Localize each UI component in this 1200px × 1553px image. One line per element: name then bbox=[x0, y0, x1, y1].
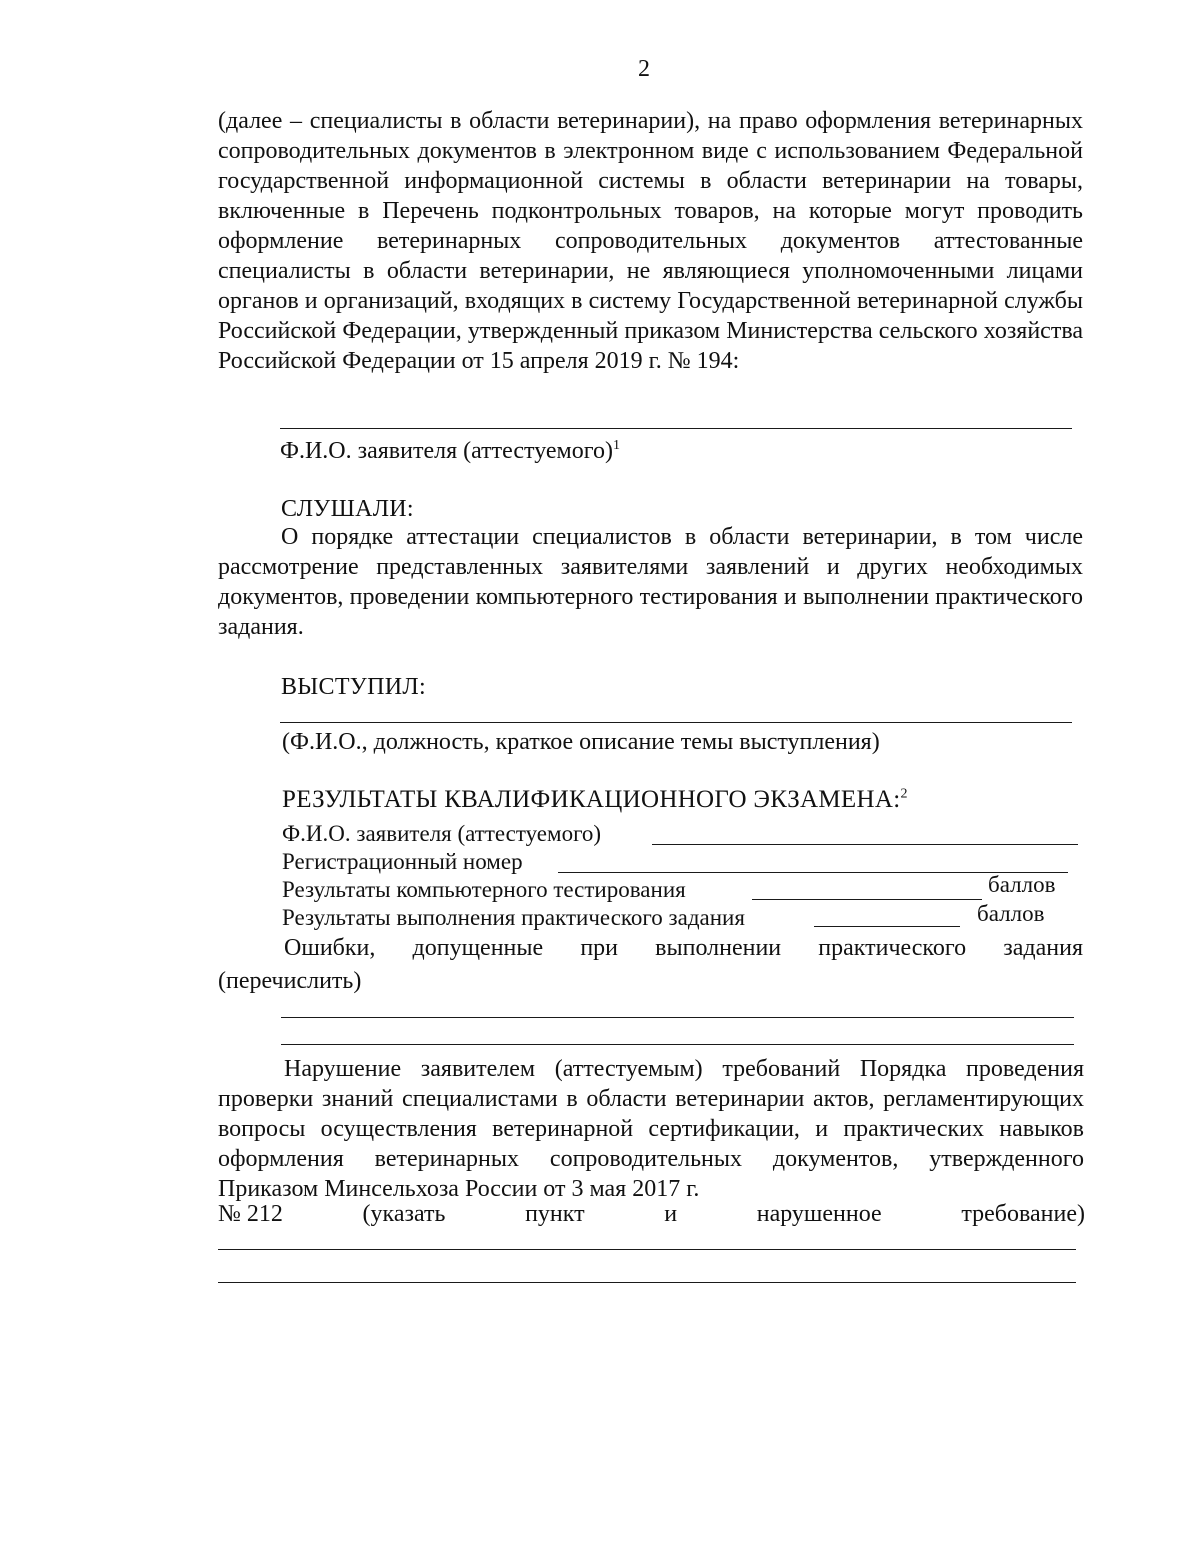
reg-number-label: Регистрационный номер bbox=[282, 849, 523, 874]
errors-word: выполнении bbox=[655, 935, 782, 961]
speaker-fill-line[interactable] bbox=[280, 722, 1072, 723]
errors-word: допущенные bbox=[412, 935, 544, 961]
violation-word: и bbox=[664, 1201, 678, 1227]
test-results-field[interactable] bbox=[752, 899, 982, 900]
practical-results-unit: баллов bbox=[977, 901, 1045, 926]
speaker-caption: (Ф.И.О., должность, краткое описание темы выступления) bbox=[282, 729, 880, 755]
page-number: 2 bbox=[638, 56, 650, 82]
footnote-ref-2: 2 bbox=[900, 786, 908, 802]
errors-word: задания bbox=[1003, 935, 1083, 961]
violation-word: требование) bbox=[961, 1201, 1085, 1227]
practical-results-label: Результаты выполнения практического задания bbox=[282, 905, 745, 930]
intro-paragraph: (далее – специалисты в области ветеринарии), на право оформления ветеринарных сопроводительных документов в электронном виде с использованием Федеральной государственной информационной системы в области ветеринарии на товары, включенные в Перечень подконтрольных товаров, на которые могут проводить оформление ветеринарных сопроводительных документов аттестованные специалисты в области ветеринарии, не являющиеся уполномоченными лицами органов и организаций, входящих в систему Государственной ветеринарной службы Российской Федерации, утвержденный приказом Министерства сельского хозяйства Российской Федерации от 15 апреля 2019 г. № 194: bbox=[218, 108, 1083, 374]
listened-text: О порядке аттестации специалистов в области ветеринарии, в том числе рассмотрение представленных заявителями заявлений и других необходимых документов, проведении компьютерного тестирования и выполнении практического задания. bbox=[218, 524, 1083, 640]
applicant-fill-line[interactable] bbox=[280, 428, 1072, 429]
violation-word: пункт bbox=[525, 1201, 585, 1227]
results-applicant-label: Ф.И.О. заявителя (аттестуемого) bbox=[282, 821, 602, 846]
footnote-ref-1: 1 bbox=[612, 438, 620, 453]
violation-word: нарушенное bbox=[756, 1201, 882, 1227]
test-results-label: Результаты компьютерного тестирования bbox=[282, 877, 686, 902]
violation-word: № 212 bbox=[218, 1201, 283, 1227]
errors-tail: (перечислить) bbox=[218, 968, 362, 994]
results-applicant-field[interactable] bbox=[652, 844, 1078, 845]
errors-word: практического bbox=[818, 935, 967, 961]
errors-word: Ошибки, bbox=[284, 935, 376, 961]
violation-fill-line-1[interactable] bbox=[218, 1249, 1076, 1250]
applicant-caption-text: Ф.И.О. заявителя (аттестуемого) bbox=[280, 438, 613, 464]
errors-line bbox=[284, 935, 1083, 962]
results-heading bbox=[282, 786, 908, 814]
results-heading-text: РЕЗУЛЬТАТЫ КВАЛИФИКАЦИОННОГО ЭКЗАМЕНА: bbox=[282, 786, 901, 813]
violation-fill-line-2[interactable] bbox=[218, 1282, 1076, 1283]
violation-word: (указать bbox=[362, 1201, 446, 1227]
applicant-caption bbox=[280, 438, 620, 465]
test-results-unit: баллов bbox=[988, 872, 1056, 897]
spoke-heading: ВЫСТУПИЛ: bbox=[281, 674, 426, 700]
practical-results-field[interactable] bbox=[814, 926, 960, 927]
errors-fill-line-1[interactable] bbox=[281, 1017, 1074, 1018]
listened-heading: СЛУШАЛИ: bbox=[281, 496, 414, 522]
errors-word: при bbox=[580, 935, 618, 961]
errors-fill-line-2[interactable] bbox=[281, 1044, 1074, 1045]
violation-last-line bbox=[218, 1201, 1085, 1228]
violation-text: Нарушение заявителем (аттестуемым) требований Порядка проведения проверки знаний специалистами в области ветеринарии актов, регламентирующих вопросы осуществления ветеринарной сертификации, и практических навыков оформления ветеринарных сопроводительных документов, утвержденного Приказом Минсельхоза России от 3 мая 2017 г. bbox=[218, 1056, 1084, 1202]
